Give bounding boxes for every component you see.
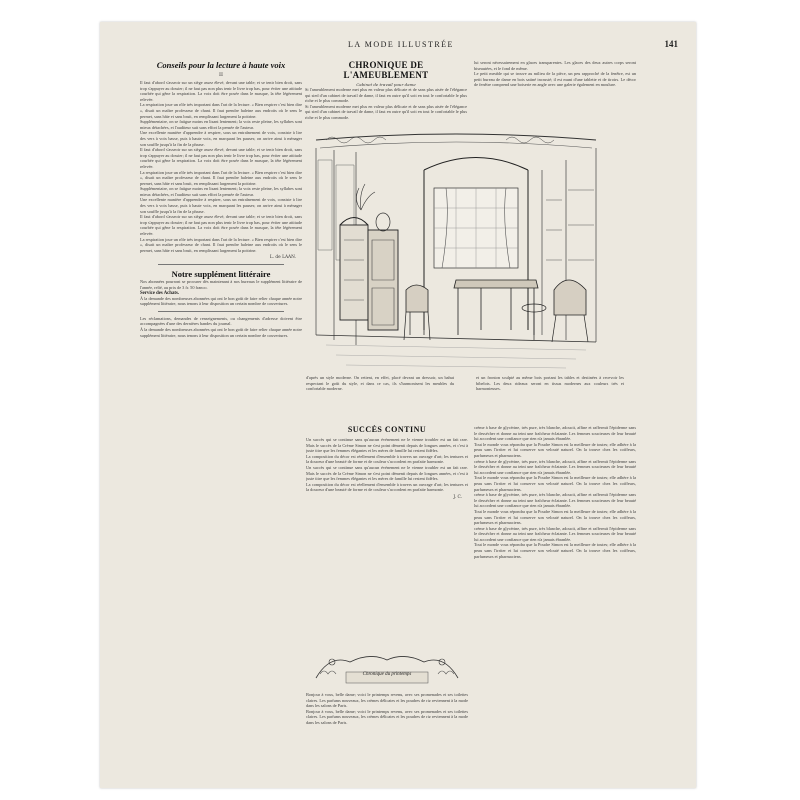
article-paragraph: Une excellente manière d'apprendre à respirer, sous un entraînement de voix, consiste à lire des vers à voix basse, puis à haute voix, en marquant les pauses; on arrive ainsi à ménager son souffle jusqu'à la fin de la phrase. (140, 130, 302, 147)
article-paragraph: La respiration joue un rôle très important dans l'art de la lecture. « Bien respirer c'est bien dire », disait un maître professeur de chant. Il faut prendre haleine aux endroits où le sens le permet, sans hâte et sans bruit, en remplissant largement la poitrine. (140, 236, 302, 253)
interior-engraving (306, 130, 606, 370)
article-title-voix: Conseils pour la lecture à haute voix (156, 60, 286, 70)
article-paragraph: Il faut d'abord s'asseoir sur un siège assez élevé, devant une table; et se tenir bien droit, sans trop s'appuyer au dossier; il ne faut pas non plus tenir le livre trop bas, pour éviter une attitude courbée qui gêne la respiration. La voix doit être posée dans le masque, la tête légèrement relevée. (140, 147, 302, 169)
supplement-paragraph: À la demande des nombreuses abonnées qui ont le bon goût de faire relier chaque année notre supplément littéraire, nous tenons à leur disposition un certain nombre de couvertures. (140, 295, 302, 307)
article-paragraph: Un succès qui se continue sans qu'aucun événement ne le vienne troubler est un fait rare. Mais le succès de la Crème Simon ne s'est point démenti depuis de longues années, et c'est à juste titre que les femmes élégantes et les mères de famille lui restent fidèles. (306, 437, 468, 454)
column-ameublement (305, 60, 467, 128)
article-paragraph: La respiration joue un rôle très important dans l'art de la lecture. « Bien respirer c'est bien dire », disait un maître professeur de chant. Il faut prendre haleine aux endroits où le sens le permet, sans hâte et sans bruit, en remplissant largement la poitrine. (140, 102, 302, 119)
supplement-title: Notre supplément littéraire (171, 269, 271, 280)
running-header (118, 40, 678, 52)
article-part-number: II (219, 72, 223, 78)
article-paragraph: Si l'ameublement moderne met plus en valeur plus délicate et de sans plus aisée de l'élégance qui sied d'un cabinet de travail de dame, il faut en outre qu'il soit en tout le confortable le plus riche et le plus commode. (305, 87, 467, 104)
article-printemps (306, 692, 468, 782)
article-paragraph: crème à base de glycérine, très pure, très blanche, adoucit, affine et raffermit l'épiderme sans le dessécher et donne au teint une fraîcheur éclatante. Les femmes soucieuses de leur beauté lui accordent une confiance que rien n'a jamais ébranlée. (474, 525, 636, 542)
column-ameublement-cont (474, 60, 636, 128)
article-paragraph: crème à base de glycérine, très pure, très blanche, adoucit, affine et raffermit l'épiderme sans le dessécher et donne au teint une fraîcheur éclatante. Les femmes soucieuses de leur beauté lui accordent une confiance que rien n'a jamais ébranlée. (474, 425, 636, 442)
running-title: LA MODE ILLUSTRÉE (348, 40, 454, 49)
article-paragraph: Bonjour à vous, belle dame; voici le printemps revenu, avec ses promenades et ses toilettes claires. Les parfums nouveaux, les crèmes délicates et les poudres de riz reviennent à la mode dans les salons de Paris. (306, 692, 468, 709)
article-paragraph: Supplémentaire, on se fatigue moins en lisant lentement; la voix reste pleine, les syllabes sont mieux détachées, et l'auditeur suit sans effort la pensée de l'auteur. (140, 186, 302, 197)
article-paragraph: Bonjour à vous, belle dame; voici le printemps revenu, avec ses promenades et ses toilettes claires. Les parfums nouveaux, les crèmes délicates et les poudres de riz reviennent à la mode dans les salons de Paris. (306, 708, 468, 725)
article-paragraph: crème à base de glycérine, très pure, très blanche, adoucit, affine et raffermit l'épiderme sans le dessécher et donne au teint une fraîcheur éclatante. Les femmes soucieuses de leur beauté lui accordent une confiance que rien n'a jamais ébranlée. (474, 458, 636, 475)
supplement-service: Service des Achats. (140, 290, 180, 296)
article-paragraph: Supplémentaire, on se fatigue moins en lisant lentement; la voix reste pleine, les syllabes sont mieux détachées, et l'auditeur suit sans effort la pensée de l'auteur. (140, 119, 302, 130)
divider (158, 264, 284, 265)
supplement-paragraph: Les réclamations, demandes de renseignements, ou changements d'adresse doivent être accompagnées d'une des dernières bandes du journal. (140, 315, 302, 327)
supplement-intro: Nos abonnées pourront se procurer dès maintenant à nos bureaux le supplément littéraire de l'année, relié, au prix de 3 fr. 50 franco. (140, 279, 302, 290)
article-paragraph: La composition du décor est réellement d'ensemble à travers un ouvrage d'art; les tentures et la douceur d'une beauté de forme et de couleur s'accordent en parfaite harmonie. (306, 453, 468, 465)
article-paragraph: Tout le monde vous répondra que la Poudre Simon est la meilleure de toutes; elle adhère à la peau sans l'irriter et lui conserve son velouté naturel. On la trouve chez les coiffeurs, parfumeurs et pharmaciens. (474, 542, 636, 559)
article-paragraph: Il faut d'abord s'asseoir sur un siège assez élevé, devant une table; et se tenir bien droit, sans trop s'appuyer au dossier; il ne faut pas non plus tenir le livre trop bas, pour éviter une attitude courbée qui gêne la respiration. La voix doit être posée dans le masque, la tête légèrement relevée. (140, 80, 302, 102)
caption-left: d'après un style moderne. On retient, en effet, placé devant un dressoir, un bahut respectant le goût du style, et dans ce cas, ils s'harmonisent les meubles du confortable moderne. (306, 375, 454, 392)
article-title-succes: SUCCÈS CONTINU (347, 425, 427, 434)
article-paragraph: Le petit meuble qui se trouve au milieu de la pièce, un peu rapproché de la fenêtre, est un petit bureau de dame en bois satiné incrusté; il est muni d'une tablette et de tiroirs. Le décor de fenêtre comprend une boiserie en angle avec une galerie également en moulure. (474, 71, 636, 88)
article-paragraph: La composition du décor est réellement d'ensemble à travers un ouvrage d'art; les tentures et la douceur d'une beauté de forme et de couleur s'accordent en parfaite harmonie. (306, 481, 468, 493)
article-paragraph: Tout le monde vous répondra que la Poudre Simon est la meilleure de toutes; elle adhère à la peau sans l'irriter et lui conserve son velouté naturel. On la trouve chez les coiffeurs, parfumeurs et pharmaciens. (474, 441, 636, 458)
article-paragraph: Tout le monde vous répondra que la Poudre Simon est la meilleure de toutes; elle adhère à la peau sans l'irriter et lui conserve son velouté naturel. On la trouve chez les coiffeurs, parfumeurs et pharmaciens. (474, 508, 636, 526)
divider (158, 311, 284, 312)
article-paragraph: crème à base de glycérine, très pure, très blanche, adoucit, affine et raffermit l'épiderme sans le dessécher et donne au teint une fraîcheur éclatante. Les femmes soucieuses de leur beauté lui accordent une confiance que rien n'a jamais ébranlée. (474, 492, 636, 509)
article-title-ameublement: CHRONIQUE DE L'AMEUBLEMENT (343, 60, 429, 80)
article-signature: J. C. (453, 494, 462, 500)
article-paragraph: Une excellente manière d'apprendre à respirer, sous un entraînement de voix, consiste à lire des vers à voix basse, puis à haute voix, en marquant les pauses; on arrive ainsi à ménager son souffle jusqu'à la fin de la phrase. (140, 197, 302, 214)
caption-right: et un fronton sculpté au même bois portant les tables et destinées à recevoir les bibelots. Les deux rideaux seront en tissus modernes aux couleurs très et harmonieuses. (476, 375, 624, 392)
article-paragraph: lui seront nécessairement en glaces transparentes. Les glaces des deux autres corps seront biseautées, et le fond de même. (474, 60, 636, 71)
article-subtitle: Cabinet de travail pour dame (356, 82, 416, 87)
printemps-vignette (310, 648, 464, 688)
column-voix (140, 60, 302, 774)
article-paragraph: Un succès qui se continue sans qu'aucun événement ne le vienne troubler est un fait rare. Mais le succès de la Crème Simon ne s'est point démenti depuis de longues années, et c'est à juste titre que les femmes élégantes et les mères de famille lui restent fidèles. (306, 464, 468, 482)
article-paragraph: Tout le monde vous répondra que la Poudre Simon est la meilleure de toutes; elle adhère à la peau sans l'irriter et lui conserve son velouté naturel. On la trouve chez les coiffeurs, parfumeurs et pharmaciens. (474, 475, 636, 492)
article-paragraph: Il faut d'abord s'asseoir sur un siège assez élevé, devant une table; et se tenir bien droit, sans trop s'appuyer au dossier; il ne faut pas non plus tenir le livre trop bas, pour éviter une attitude courbée qui gêne la respiration. La voix doit être posée dans le masque, la tête légèrement relevée. (140, 214, 302, 237)
column-publicite (474, 425, 636, 775)
article-succes (306, 425, 468, 645)
article-paragraph: Si l'ameublement moderne met plus en valeur plus délicate et de sans plus aisée de l'élégance qui sied d'un cabinet de travail de dame, il faut en outre qu'il soit en tout le confortable le plus riche et le plus commode. (305, 103, 467, 120)
printemps-title: Chronique du printemps (362, 672, 412, 677)
article-signature: L. de LAAN. (269, 255, 296, 261)
page-number: 141 (664, 39, 678, 49)
supplement-paragraph: À la demande des nombreuses abonnées qui ont le bon goût de faire relier chaque année notre supplément littéraire, nous tenons à leur disposition un certain nombre de couvertures. (140, 326, 302, 338)
article-paragraph: La respiration joue un rôle très important dans l'art de la lecture. « Bien respirer c'est bien dire », disait un maître professeur de chant. Il faut prendre haleine aux endroits où le sens le permet, sans hâte et sans bruit, en remplissant largement la poitrine. (140, 169, 302, 186)
